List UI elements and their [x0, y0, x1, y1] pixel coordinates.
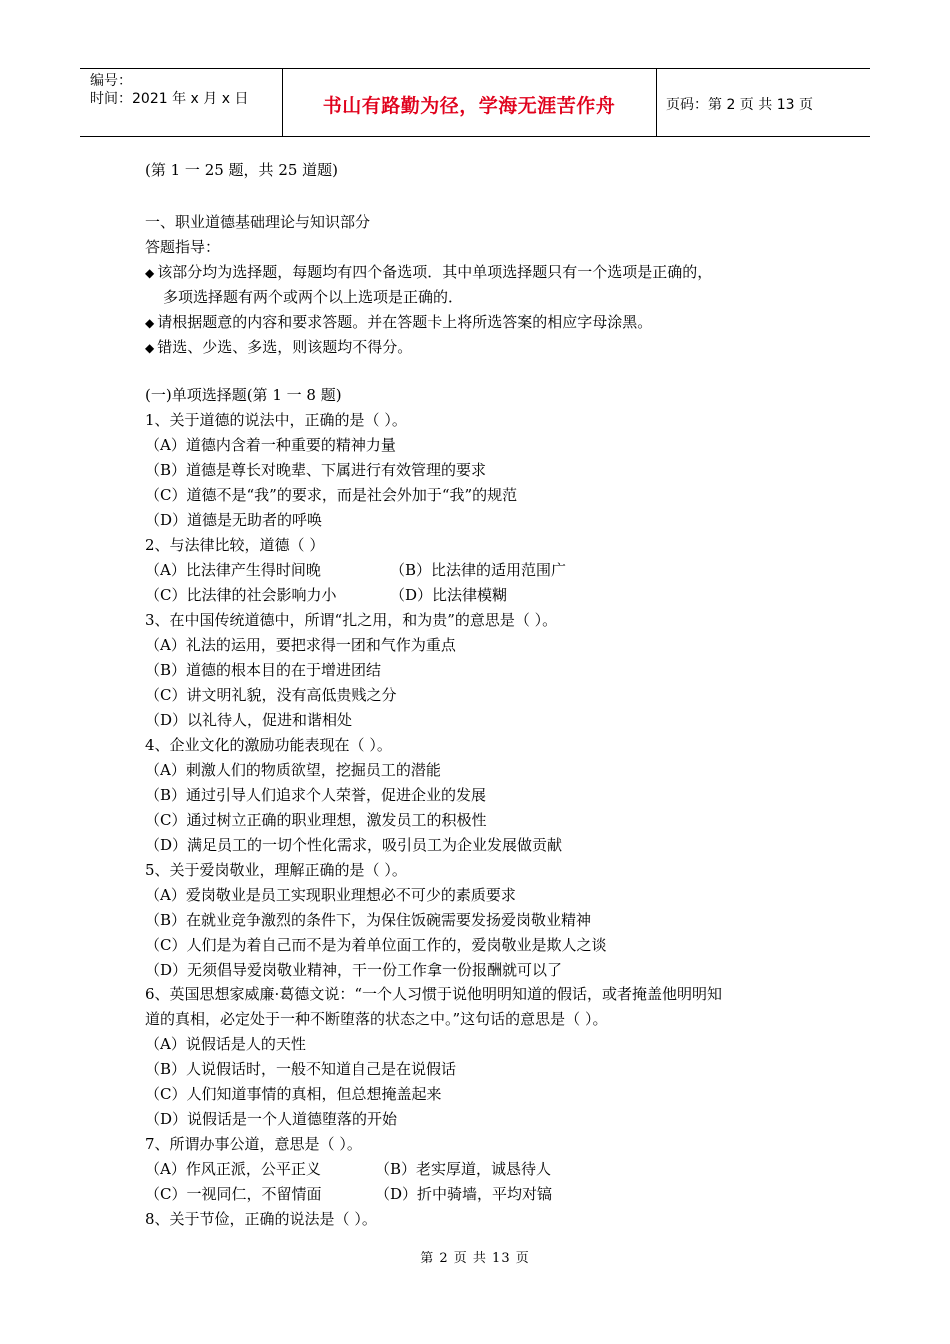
option: （D）比法律模糊: [390, 586, 508, 604]
guide-item: [145, 262, 712, 283]
guide-text: 多项选择题有两个或两个以上选项是正确的．: [163, 288, 464, 306]
option: （B）通过引导人们追求个人荣誉，促进企业的发展: [145, 786, 487, 804]
option: （B）道德是尊长对晚辈、下属进行有效管理的要求: [145, 461, 487, 479]
option: （B）老实厚道，诚恳待人: [375, 1160, 552, 1178]
option: （D）满足员工的一切个性化需求，吸引员工为企业发展做贡献: [145, 836, 563, 854]
question-stem: 5、关于爱岗敬业，理解正确的是（ ）。: [145, 861, 407, 879]
guide-item: [145, 337, 412, 358]
option: （D）道德是无助者的呼唤: [145, 511, 323, 529]
question-stem: 道的真相，必定处于一种不断堕落的状态之中。”这句话的意思是（ ）。: [145, 1010, 608, 1028]
bullet-icon: ◆: [145, 316, 155, 330]
section-title: 一、职业道德基础理论与知识部分: [145, 213, 371, 231]
option: （B）道德的根本目的在于增进团结: [145, 661, 382, 679]
option: （C）人们是为着自己而不是为着单位面工作的，爱岗敬业是欺人之谈: [145, 936, 607, 954]
option: （D）以礼待人，促进和谐相处: [145, 711, 353, 729]
option: （C）通过树立正确的职业理想，激发员工的积极性: [145, 811, 487, 829]
page-footer: 第 2 页 共 13 页: [420, 1251, 530, 1266]
option: （A）礼法的运用，要把求得一团和气作为重点: [145, 636, 456, 654]
header-page-info: 页码：第 2 页 共 13 页: [666, 97, 813, 113]
option: （C）道德不是“我”的要求，而是社会外加于“我”的规范: [145, 486, 518, 504]
option: （B）人说假话时，一般不知道自己是在说假话: [145, 1060, 457, 1078]
option: （A）爱岗敬业是员工实现职业理想必不可少的素质要求: [145, 886, 516, 904]
guide-item: [145, 312, 652, 333]
option: （A）作风正派，公平正义: [145, 1160, 321, 1178]
option: （B）比法律的适用范围广: [390, 561, 567, 579]
question-stem: 8、关于节俭，正确的说法是（ ）。: [145, 1210, 377, 1228]
page-header: [80, 68, 870, 137]
option: （A）比法律产生得时间晚: [145, 561, 321, 579]
guide-text: 错选、少选、多选，则该题均不得分。: [157, 338, 413, 356]
header-divider: [656, 69, 657, 136]
option: （D）说假话是一个人道德堕落的开始: [145, 1110, 398, 1128]
single-choice-title: (一)单项选择题(第 1 一 8 题): [145, 386, 342, 404]
guide-text: 该部分均为选择题，每题均有四个备选项．其中单项选择题只有一个选项是正确的，: [157, 263, 713, 281]
question-stem: 6、英国思想家威廉·葛德文说：“一个人习惯于说他明明知道的假话，或者掩盖他明明知: [145, 985, 722, 1003]
option: （C）一视同仁，不留情面: [145, 1185, 322, 1203]
option: （A）说假话是人的天性: [145, 1035, 306, 1053]
question-stem: 4、企业文化的激励功能表现在（ ）。: [145, 736, 392, 754]
header-left: [90, 72, 248, 108]
option: （A）刺激人们的物质欲望，挖掘员工的潜能: [145, 761, 441, 779]
bullet-icon: ◆: [145, 341, 155, 355]
option: （C）讲文明礼貌，没有高低贵贱之分: [145, 686, 397, 704]
option: （A）道德内含着一种重要的精神力量: [145, 436, 396, 454]
bullet-icon: ◆: [145, 266, 155, 280]
question-stem: 2、与法律比较，道德（ ）: [145, 536, 325, 554]
doc-date: 时间：2021 年 x 月 x 日: [90, 91, 249, 107]
doc-code-label: 编号：: [90, 73, 132, 89]
question-stem: 7、所谓办事公道，意思是（ ）。: [145, 1135, 362, 1153]
option: （D）无须倡导爱岗敬业精神，干一份工作拿一份报酬就可以了: [145, 961, 563, 979]
guide-title: 答题指导：: [145, 238, 221, 256]
guide-text: 请根据题意的内容和要求答题。并在答题卡上将所选答案的相应字母涂黑。: [157, 313, 653, 331]
header-motto: 书山有路勤为径，学海无涯苦作舟: [322, 95, 616, 117]
option: （C）比法律的社会影响力小: [145, 586, 337, 604]
option: （B）在就业竞争激烈的条件下，为保住饭碗需要发扬爱岗敬业精神: [145, 911, 592, 929]
question-range: (第 1 一 25 题，共 25 道题): [145, 161, 339, 179]
option: （D）折中骑墙，平均对镐: [375, 1185, 553, 1203]
question-stem: 3、在中国传统道德中，所谓“扎之用，和为贵”的意思是（ ）。: [145, 611, 558, 629]
question-stem: 1、关于道德的说法中，正确的是（ ）。: [145, 411, 407, 429]
option: （C）人们知道事情的真相，但总想掩盖起来: [145, 1085, 442, 1103]
